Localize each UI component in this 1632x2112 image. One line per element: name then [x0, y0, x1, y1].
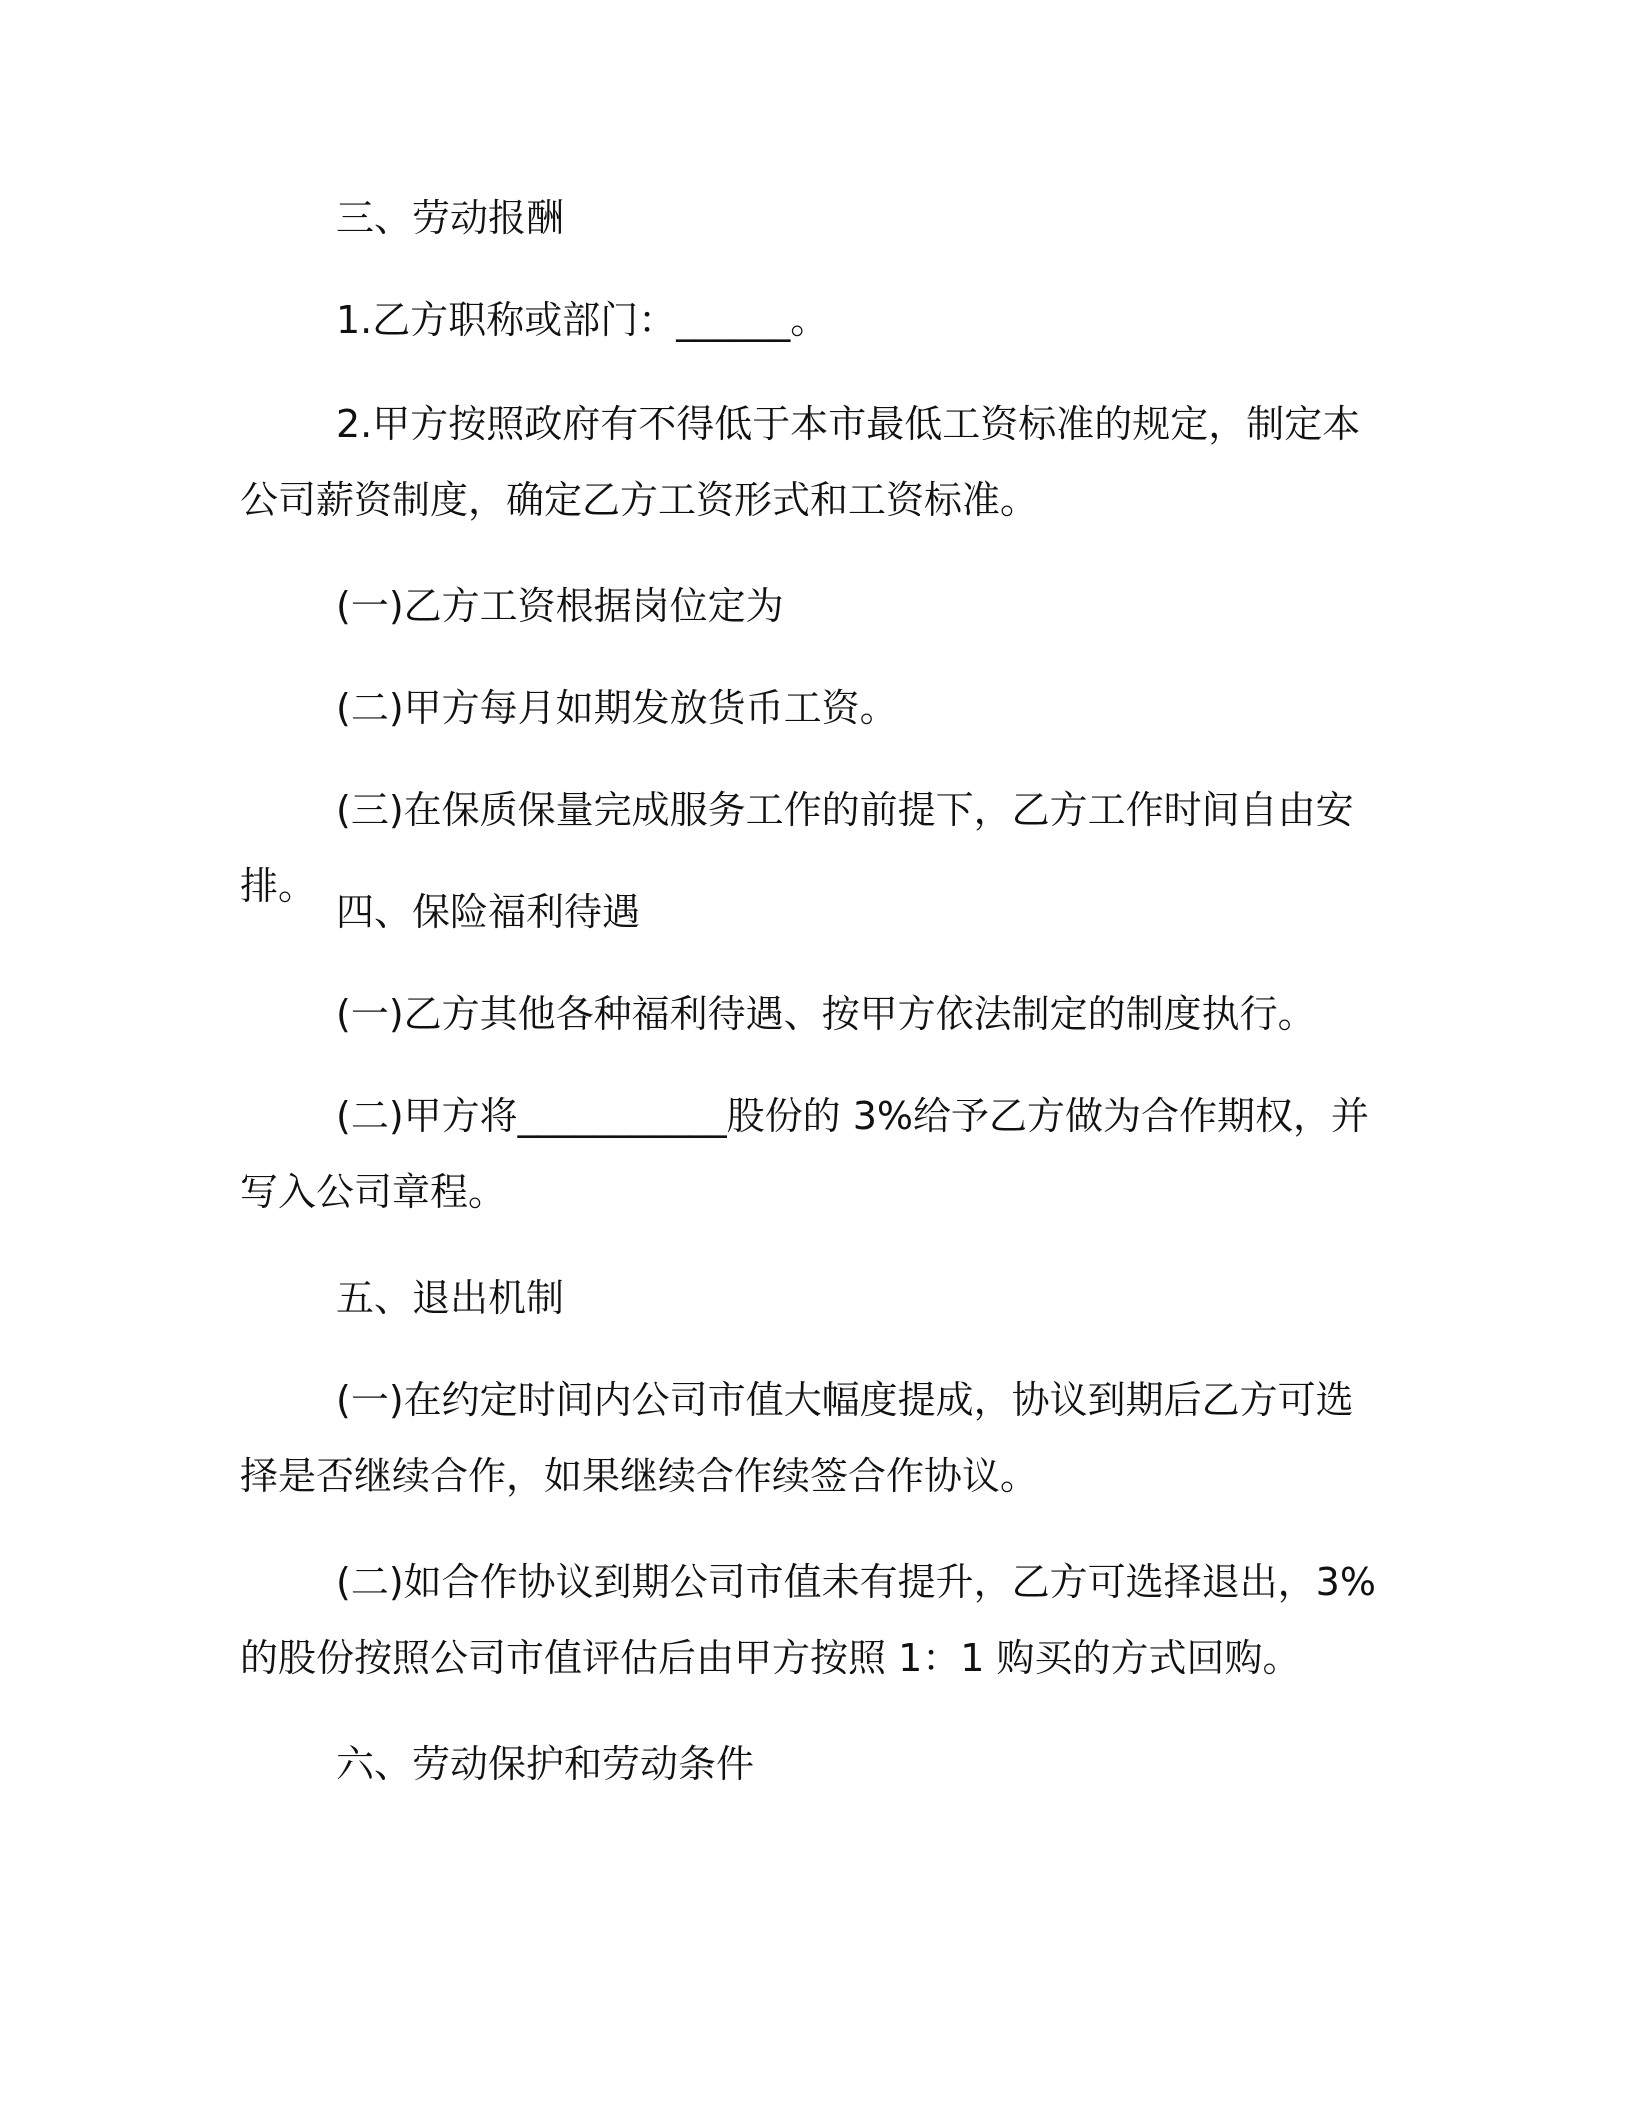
paragraph-share-option: (二)甲方将___________股份的 3%给予乙方做为合作期权，并写入公司章程。: [240, 1094, 1370, 1214]
paragraph-other-welfare: (一)乙方其他各种福利待遇、按甲方依法制定的制度执行。: [336, 992, 1316, 1036]
section-heading-remuneration: 三、劳动报酬: [336, 196, 565, 240]
paragraph-title-or-department: 1.乙方职称或部门：______。: [336, 298, 829, 342]
section-heading-insurance-welfare: 四、保险福利待遇: [336, 890, 641, 934]
section-heading-labor-protection: 六、劳动保护和劳动条件: [336, 1742, 755, 1786]
paragraph-continue-cooperation: (一)在约定时间内公司市值大幅度提成，协议到期后乙方可选择是否继续合作，如果继续合作续签合作协议。: [240, 1378, 1354, 1498]
paragraph-salary-system: 2.甲方按照政府有不得低于本市最低工资标准的规定，制定本公司薪资制度，确定乙方工资形式和工资标准。: [240, 402, 1361, 522]
paragraph-exit-buyback: (二)如合作协议到期公司市值未有提升，乙方可选择退出，3%的股份按照公司市值评估后由甲方按照 1：1 购买的方式回购。: [240, 1560, 1376, 1680]
paragraph-working-hours: (三)在保质保量完成服务工作的前提下，乙方工作时间自由安排。: [240, 788, 1354, 908]
paragraph-salary-by-position: (一)乙方工资根据岗位定为: [336, 584, 784, 628]
section-heading-exit-mechanism: 五、退出机制: [336, 1276, 565, 1320]
paragraph-monthly-wage: (二)甲方每月如期发放货币工资。: [336, 686, 898, 730]
